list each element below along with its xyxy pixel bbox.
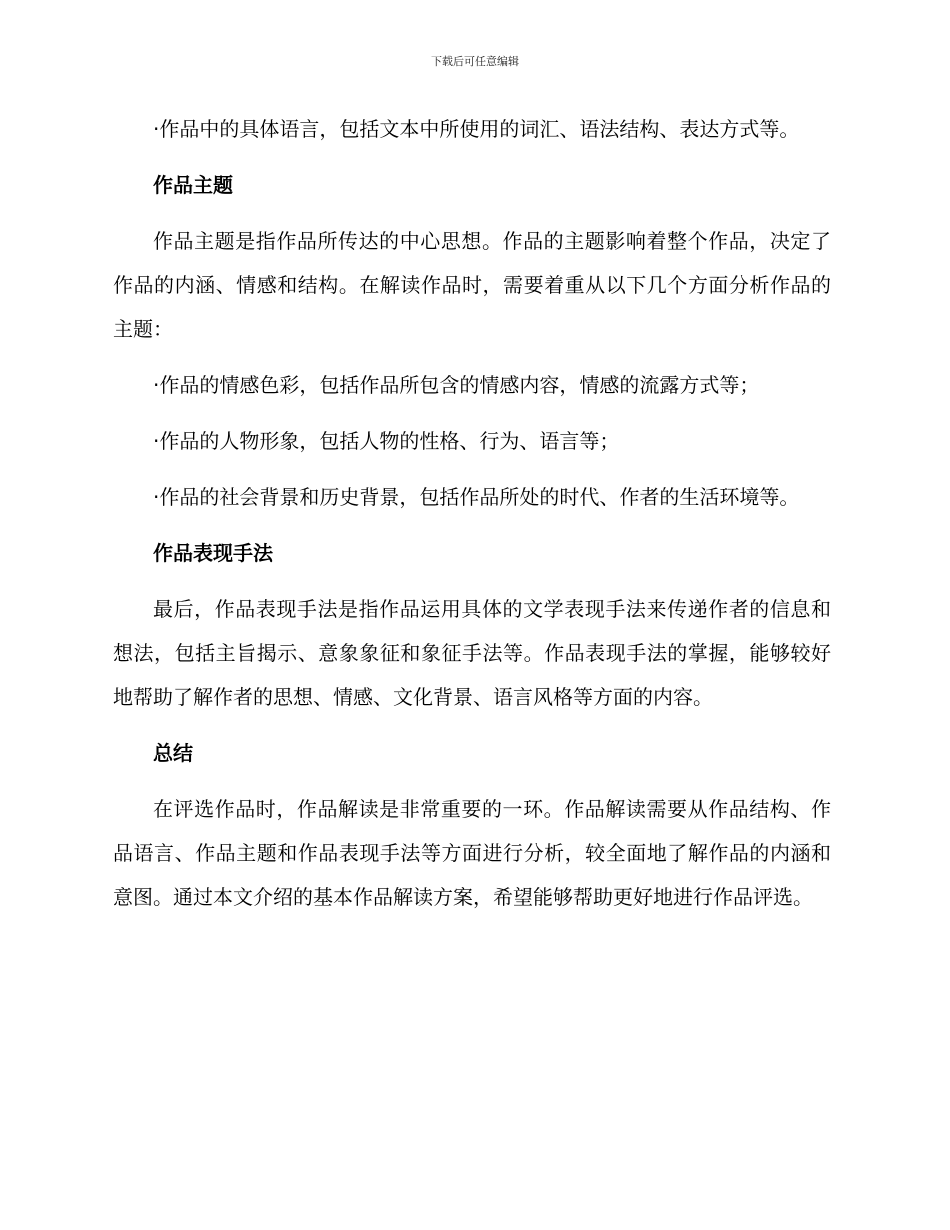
bullet-characters: ·作品的人物形象，包括人物的性格、行为、语言等； — [153, 429, 620, 453]
section-heading-techniques: 作品表现手法 — [153, 541, 273, 565]
paragraph-theme: 作品主题是指作品所传达的中心思想。作品的主题影响着整个作品，决定了作品的内涵、情感和结构。在解读作品时，需要着重从以下几个方面分析作品的主题： — [113, 229, 831, 341]
page-header: 下载后可任意编辑 — [431, 55, 519, 68]
bullet-emotion: ·作品的情感色彩，包括作品所包含的情感内容，情感的流露方式等； — [153, 373, 760, 397]
section-heading-theme: 作品主题 — [153, 173, 233, 197]
paragraph-techniques: 最后，作品表现手法是指作品运用具体的文学表现手法来传递作者的信息和想法，包括主旨揭示、意象象征和象征手法等。作品表现手法的掌握，能够较好地帮助了解作者的思想、情感、文化背景、语言风格等方面的内容。 — [113, 597, 831, 709]
paragraph-summary: 在评选作品时，作品解读是非常重要的一环。作品解读需要从作品结构、作品语言、作品主题和作品表现手法等方面进行分析，较全面地了解作品的内涵和意图。通过本文介绍的基本作品解读方案，希望能够帮助更好地进行作品评选。 — [113, 797, 831, 909]
document-body — [113, 107, 831, 931]
bullet-language: ·作品中的具体语言，包括文本中所使用的词汇、语法结构、表达方式等。 — [153, 117, 800, 141]
section-heading-summary: 总结 — [153, 741, 193, 765]
bullet-background: ·作品的社会背景和历史背景，包括作品所处的时代、作者的生活环境等。 — [153, 485, 800, 509]
